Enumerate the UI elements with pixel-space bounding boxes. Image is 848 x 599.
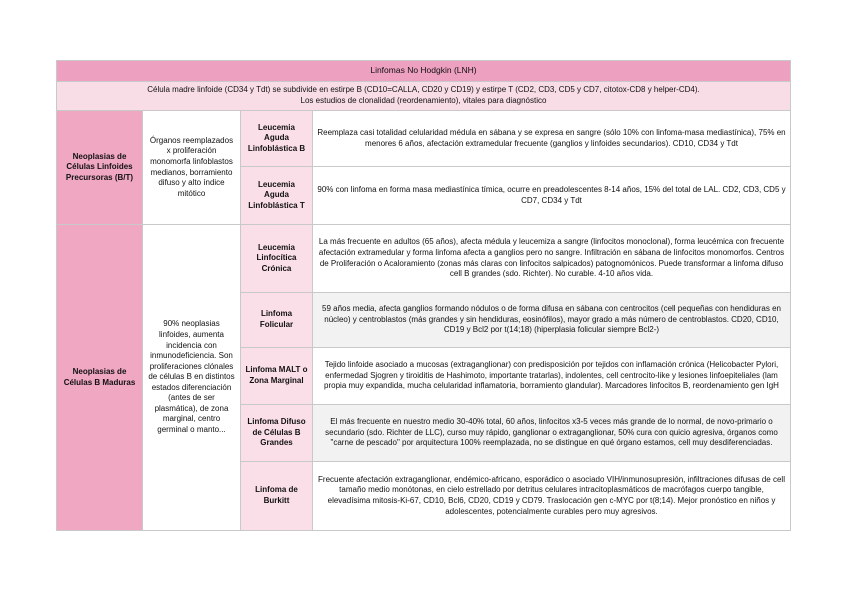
desc-malt: Tejido linfoide asociado a mucosas (extraganglionar) con predisposición por tejidos con inflamación crónica (Helicobacter Pylori, enfermedad Sjogren y tiroiditis de Hashimoto, importante tratarlas), indolentes, cell centrocito-like y lesiones linfoepiteliales (lam propia muy expandida, mucha celularidad inflamatoria, borramiento glandular). Marcadores linfocitos B, reordenamiento gen IgH	[313, 348, 791, 405]
note-maduras: 90% neoplasias linfoides, aumenta incidencia con inmunodeficiencia. Son proliferaciones clónales de células B en distintos estados diferenciación (antes de ser plasmática), de zona marginal, centro germinal o manto...	[143, 225, 241, 531]
lnh-table	[56, 60, 791, 531]
desc-difuso: El más frecuente en nuestro medio 30-40% total, 60 años, linfocitos x3-5 veces más grande de lo normal, de novo-primario o secundario (sdo. Richter de LLC), curso muy rápido, ganglionar o extraganglionar, 50% cura con quicio agresiva, órganos como "carne de pescado" por arquitectura 100% reemplazada, no se distingue en qué órgano estamos, cell muy desdiferenciadas.	[313, 405, 791, 462]
desc-llc: La más frecuente en adultos (65 años), afecta médula y leucemiza a sangre (linfocitos monoclonal), forma leucémica con frecuente afectación extramedular y forma linfoma afecta a ganglios pero no sangre. Infiltración en sábana de linfocitos monomorfos. Centros de Proliferación o Acaloramiento (zonas más claras con linfocitos salpicados) patognomónicos. Puede transformar a linfoma difuso cell B grandes (sdo. Richter). No curable. 4-10 años vida.	[313, 225, 791, 293]
intro-row	[57, 82, 791, 111]
category-maduras: Neoplasias de Células B Maduras	[57, 225, 143, 531]
subtype-burkitt: Linfoma de Burkitt	[241, 462, 313, 531]
intro-line-2: Los estudios de clonalidad (reordenamiento), vitales para diagnóstico	[300, 96, 547, 105]
desc-burkitt: Frecuente afectación extraganglionar, endémico-africano, esporádico o asociado VIH/inmunosupresión, infiltraciones difusas de cell tamaño medio monótonas, en cielo estrellado por detritus celulares intracitoplasmáticos de macrófagos cuerpo tangible, elevadísima mitosis-Ki-67, CD10, Bcl6, CD20, CD19 y CD79. Traslocación gen c-MYC por t(8;14). Mejor pronóstico en niños y adolescentes, potencialmente curables pero muy agresivos.	[313, 462, 791, 531]
desc-lal-b: Reemplaza casi totalidad celularidad médula en sábana y se expresa en sangre (sólo 10% con linfoma-masa mediastínica), 75% en menores 6 años, afectación extramedular frecuente (ganglios y linfoides secundarios). CD10, CD34 y Tdt	[313, 111, 791, 167]
subtype-folicular: Linfoma Folicular	[241, 293, 313, 348]
subtype-lal-t: Leucemia Aguda Linfoblástica T	[241, 167, 313, 225]
subtype-difuso: Linfoma Difuso de Células B Grandes	[241, 405, 313, 462]
desc-lal-t: 90% con linfoma en forma masa mediastínica tímica, ocurre en preadolescentes 8-14 años, 15% del total de LAL. CD2, CD3, CD5 y CD7, CD34 y Tdt	[313, 167, 791, 225]
desc-folicular: 59 años media, afecta ganglios formando nódulos o de forma difusa en sábana con centrocitos (cell pequeñas con hendiduras en núcleo) y centroblastos (más grandes y sin hendiduras, eosinófilos), mayor grado a más número de centroblastos. CD20, CD10, CD19 y Bcl2 por t(14;18) (hiperplasia folicular siempre Bcl2-)	[313, 293, 791, 348]
category-precursoras: Neoplasias de Células Linfoides Precursoras (B/T)	[57, 111, 143, 225]
table-title: Linfomas No Hodgkin (LNH)	[57, 61, 791, 82]
subtype-lal-b: Leucemia Aguda Linfoblástica B	[241, 111, 313, 167]
subtype-llc: Leucemia Linfocítica Crónica	[241, 225, 313, 293]
intro-line-1: Célula madre linfoide (CD34 y Tdt) se subdivide en estirpe B (CD10=CALLA, CD20 y CD19) y estirpe T (CD2, CD3, CD5 y CD7, citotox-CD8 y helper-CD4).	[147, 85, 700, 95]
note-precursoras: Órganos reemplazados x proliferación monomorfa linfoblastos medianos, borramiento difuso y alto índice mitótico	[143, 111, 241, 225]
subtype-malt: Linfoma MALT o Zona Marginal	[241, 348, 313, 405]
